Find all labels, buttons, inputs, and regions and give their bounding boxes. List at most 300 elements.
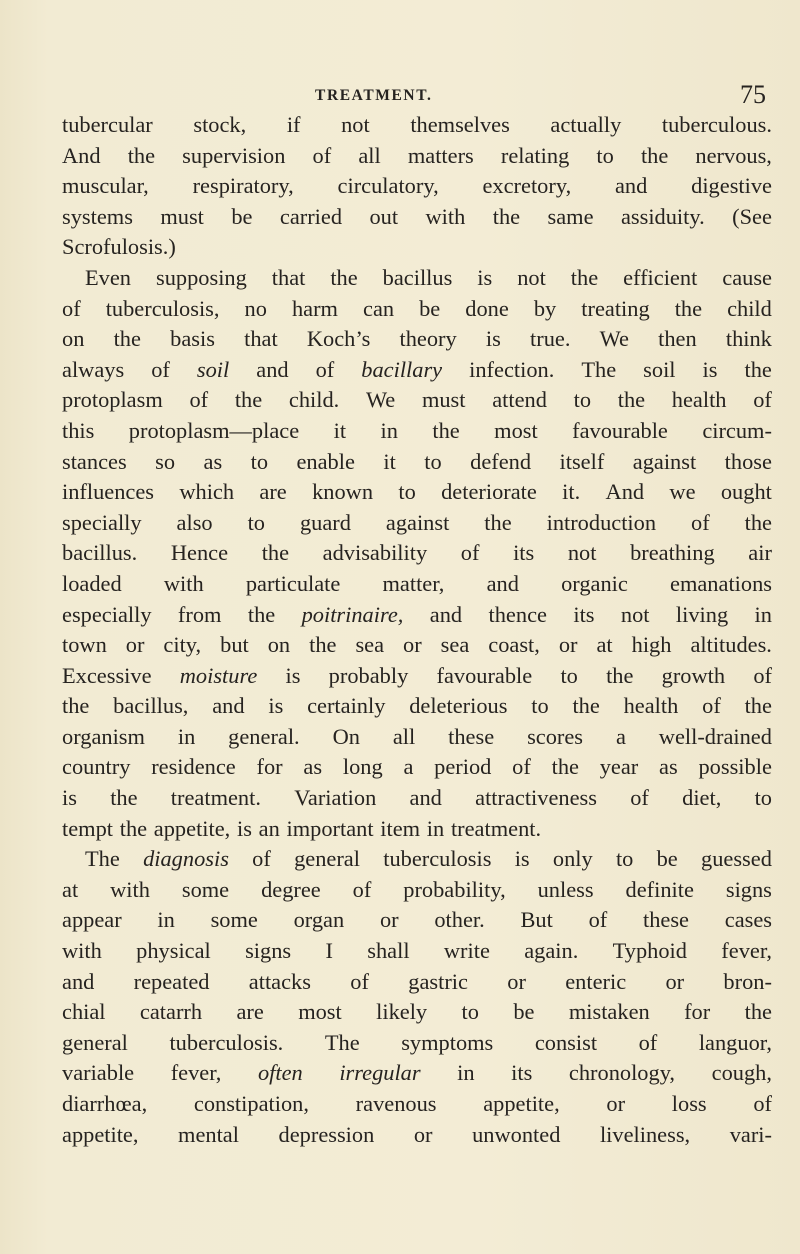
word: general: [62, 1029, 128, 1055]
word: must: [160, 203, 204, 229]
text-line: [62, 569, 772, 600]
word: is: [62, 785, 77, 811]
word: same: [547, 203, 594, 229]
text-line: [62, 477, 772, 508]
word: or: [665, 968, 685, 994]
text-line: [62, 875, 772, 906]
word: the: [127, 142, 156, 168]
word: nervous,: [695, 142, 772, 168]
word: possible: [698, 754, 772, 780]
word: attractiveness: [475, 785, 597, 811]
word: if: [286, 112, 301, 137]
word: always: [62, 356, 125, 382]
text-line: [62, 600, 772, 631]
word: stock,: [193, 112, 247, 137]
word: with: [425, 203, 466, 229]
word: deleterious: [409, 693, 508, 719]
word: as: [303, 754, 323, 780]
word: on: [62, 326, 85, 352]
word: country: [62, 754, 131, 780]
word: matters: [407, 142, 474, 168]
word: stances: [62, 448, 127, 474]
word: a: [615, 723, 626, 749]
word: its: [513, 540, 535, 566]
word: is: [236, 815, 252, 841]
word: or: [606, 1091, 626, 1116]
word: which: [179, 479, 235, 505]
word: harm: [291, 295, 338, 321]
word: think: [725, 326, 772, 352]
word: bacillus,: [113, 693, 189, 719]
word: the: [570, 264, 599, 290]
word: thence: [488, 601, 547, 627]
text-line: [62, 752, 772, 783]
text-line: [62, 263, 772, 294]
word: of: [312, 142, 332, 168]
text-line: [62, 722, 772, 753]
word: sea: [440, 632, 470, 658]
word: only: [552, 846, 593, 872]
word: Hence: [170, 540, 229, 566]
word: are: [236, 999, 264, 1025]
word: again.: [524, 938, 579, 964]
word: of: [691, 509, 710, 535]
word: is: [485, 326, 501, 352]
word: tuberculosis,: [105, 295, 220, 321]
text-line: [62, 171, 772, 202]
word: those: [724, 448, 772, 474]
text-line: [62, 844, 772, 875]
word: the: [492, 203, 521, 229]
word: write: [443, 938, 490, 964]
word: we: [669, 479, 696, 505]
word: fever,: [721, 938, 772, 964]
word: mental: [178, 1121, 239, 1147]
word: altitudes.: [690, 632, 772, 658]
word: theory: [399, 326, 457, 352]
word: unless: [537, 876, 594, 902]
text-line: [62, 997, 772, 1028]
word: to: [531, 693, 549, 719]
word: and: [429, 601, 463, 627]
word: Scrofulosis.): [62, 234, 176, 260]
word: general: [294, 846, 360, 872]
word: bacillus.: [62, 540, 138, 566]
text-line: [62, 447, 772, 478]
word: town: [62, 632, 107, 658]
word: and: [256, 356, 289, 382]
word: excretory,: [482, 173, 572, 199]
word: scores: [527, 723, 584, 749]
word: residence: [151, 754, 236, 780]
word: at: [62, 876, 79, 902]
word: infection.: [469, 356, 555, 382]
text-line: [62, 905, 772, 936]
word: living: [675, 601, 729, 627]
word: respiratory,: [192, 173, 294, 199]
text-line: [62, 661, 772, 692]
text-line: [62, 630, 772, 661]
word: as: [659, 754, 678, 780]
word: bacillary: [361, 356, 443, 382]
word: tempt: [62, 815, 113, 841]
word: variable: [62, 1060, 135, 1086]
word: We: [365, 387, 396, 413]
text-line: [62, 538, 772, 569]
word: or: [379, 907, 399, 933]
word: physical: [136, 938, 211, 964]
word: with: [163, 570, 204, 596]
word: protoplasm—place: [128, 417, 300, 443]
word: be: [656, 846, 678, 872]
word: And: [605, 479, 645, 505]
word: item: [380, 815, 421, 841]
word: the: [261, 540, 290, 566]
word: other.: [434, 907, 485, 933]
word: of: [252, 846, 271, 872]
word: mistaken: [568, 999, 650, 1025]
word: Excessive: [62, 662, 152, 688]
word: of: [460, 540, 480, 566]
word: languor,: [698, 1029, 772, 1055]
word: We: [599, 326, 629, 352]
word: with: [110, 876, 150, 902]
word: diet,: [682, 785, 722, 811]
word: basis: [170, 326, 215, 352]
word: diagnosis: [143, 846, 229, 872]
word: city,: [163, 632, 202, 658]
word: actually: [550, 112, 622, 137]
text-line: [62, 1058, 772, 1089]
word: be: [513, 999, 535, 1025]
word: The: [324, 1029, 360, 1055]
word: relating: [500, 142, 570, 168]
word: ravenous: [355, 1091, 437, 1116]
word: not: [567, 540, 597, 566]
word: emanations: [670, 570, 772, 596]
word: or: [125, 632, 145, 658]
word: I: [325, 938, 333, 964]
word: to: [754, 785, 772, 811]
word: tuberculous.: [661, 112, 772, 137]
word: to: [398, 479, 416, 505]
word: liveliness,: [599, 1121, 691, 1147]
word: in: [157, 907, 175, 933]
word: carried: [279, 203, 343, 229]
word: treating: [581, 295, 650, 321]
word: guessed: [701, 846, 772, 872]
word: air: [748, 540, 772, 566]
word: from: [177, 601, 222, 627]
word: to: [560, 662, 578, 688]
word: moisture: [179, 662, 258, 688]
word: catarrh: [139, 999, 203, 1025]
word: long: [342, 754, 383, 780]
word: the: [640, 142, 669, 168]
word: enteric: [565, 968, 627, 994]
text-line: [62, 1089, 772, 1120]
word: must: [421, 387, 466, 413]
word: the: [309, 632, 337, 658]
word: of: [753, 387, 772, 413]
word: some: [181, 876, 230, 902]
word: in: [426, 815, 445, 841]
page-number: 75: [740, 80, 766, 109]
word: of: [753, 1091, 772, 1116]
word: of: [753, 662, 772, 688]
word: done: [465, 295, 509, 321]
word: shall: [367, 938, 410, 964]
word: appetite,: [153, 815, 231, 841]
word: to: [573, 387, 592, 413]
word: is: [477, 264, 493, 290]
word: these: [642, 907, 689, 933]
word: attacks: [248, 968, 311, 994]
word: all: [392, 723, 416, 749]
word: also: [176, 509, 213, 535]
text-line: [62, 967, 772, 998]
word: to: [424, 448, 442, 474]
word: against: [385, 509, 450, 535]
word: The: [85, 846, 120, 872]
word: appear: [62, 907, 122, 933]
word: organism: [62, 723, 145, 749]
word: coast,: [488, 632, 540, 658]
word: especially: [62, 601, 152, 627]
word: period: [434, 754, 492, 780]
word: child: [727, 295, 772, 321]
word: then: [658, 326, 697, 352]
word: cases: [724, 907, 772, 933]
word: supposing: [155, 264, 247, 290]
word: the: [744, 509, 772, 535]
word: year: [599, 754, 639, 780]
word: muscular,: [62, 173, 149, 199]
word: Koch’s: [306, 326, 371, 352]
word: the: [744, 693, 772, 719]
word: treatment.: [450, 815, 542, 841]
word: important: [286, 815, 374, 841]
word: chial: [62, 999, 106, 1025]
word: On: [332, 723, 360, 749]
word: bron-: [723, 968, 772, 994]
word: for: [684, 999, 711, 1025]
text-line: [62, 294, 772, 325]
word: favourable: [436, 662, 533, 688]
word: of: [588, 907, 608, 933]
text-line: [62, 1120, 772, 1151]
word: favourable: [572, 417, 668, 443]
word: well-drained: [658, 723, 772, 749]
text-line: [62, 691, 772, 722]
word: unwonted: [472, 1121, 561, 1147]
word: can: [363, 295, 395, 321]
word: is: [514, 846, 530, 872]
word: health: [623, 693, 679, 719]
word: signs: [245, 938, 292, 964]
word: loaded: [62, 570, 122, 596]
word: that: [271, 264, 306, 290]
word: systems: [62, 203, 133, 229]
word: in: [380, 417, 398, 443]
word: cause: [722, 264, 772, 290]
word: itself: [559, 448, 605, 474]
word: symptoms: [401, 1029, 494, 1055]
word: the: [606, 662, 634, 688]
word: Typhoid: [612, 938, 687, 964]
word: bacillus: [382, 264, 453, 290]
word: or: [403, 632, 422, 658]
word: (See: [732, 203, 772, 229]
word: chronology,: [568, 1060, 676, 1086]
word: and: [62, 968, 95, 994]
word: defend: [470, 448, 532, 474]
word: all: [358, 142, 381, 168]
word: the: [110, 785, 138, 811]
text-line: [62, 783, 772, 814]
word: its: [573, 601, 595, 627]
word: no: [244, 295, 267, 321]
word: probably: [328, 662, 409, 688]
body-text: [62, 110, 772, 1150]
word: advisability: [322, 540, 428, 566]
word: the: [62, 693, 90, 719]
word: of: [151, 356, 170, 382]
word: the: [674, 295, 703, 321]
word: to: [596, 142, 614, 168]
word: of: [352, 876, 372, 902]
text-line: [62, 416, 772, 447]
word: to: [247, 509, 265, 535]
word: high: [631, 632, 672, 658]
word: irregular: [339, 1060, 421, 1086]
word: tuberculosis: [383, 846, 492, 872]
word: of: [350, 968, 369, 994]
word: probability,: [403, 876, 506, 902]
word: the: [330, 264, 358, 290]
word: are: [259, 479, 287, 505]
word: constipation,: [193, 1091, 309, 1116]
word: in: [177, 723, 196, 749]
word: so: [155, 448, 176, 474]
word: consist: [534, 1029, 598, 1055]
word: of: [702, 693, 721, 719]
word: Even: [85, 264, 132, 290]
word: gastric: [408, 968, 468, 994]
word: breathing: [630, 540, 715, 566]
word: health: [671, 387, 727, 413]
word: the: [744, 356, 772, 382]
word: or: [413, 1121, 433, 1147]
word: not: [341, 112, 370, 137]
word: and: [486, 570, 519, 596]
word: to: [615, 846, 634, 872]
word: often: [257, 1060, 303, 1086]
word: assiduity.: [620, 203, 705, 229]
word: a: [403, 754, 414, 780]
word: known: [312, 479, 374, 505]
word: and: [212, 693, 245, 719]
word: but: [220, 632, 249, 658]
word: cough,: [711, 1060, 772, 1086]
word: likely: [376, 999, 428, 1025]
word: diarrhœa,: [62, 1091, 148, 1116]
word: that: [244, 326, 278, 352]
word: appetite,: [483, 1091, 560, 1116]
word: it: [333, 417, 347, 443]
word: of: [512, 754, 531, 780]
word: deteriorate: [441, 479, 537, 505]
word: on: [267, 632, 291, 658]
word: the: [247, 601, 276, 627]
word: with: [62, 938, 102, 964]
word: specially: [62, 509, 142, 535]
text-line: [62, 385, 772, 416]
word: is: [285, 662, 301, 688]
word: But: [520, 907, 553, 933]
word: guard: [299, 509, 351, 535]
word: tubercular: [62, 112, 153, 137]
word: attend: [492, 387, 547, 413]
text-line: [62, 110, 772, 141]
word: supervision: [182, 142, 286, 168]
word: organic: [561, 570, 628, 596]
word: and: [409, 785, 442, 811]
word: of: [189, 387, 209, 413]
word: organ: [293, 907, 345, 933]
word: not: [517, 264, 546, 290]
word: digestive: [691, 173, 772, 199]
word: most: [494, 417, 538, 443]
word: ought: [720, 479, 772, 505]
word: it.: [562, 479, 581, 505]
word: these: [448, 723, 495, 749]
word: treatment.: [170, 785, 261, 811]
word: soil: [196, 356, 230, 382]
word: be: [419, 295, 441, 321]
word: soil: [643, 356, 676, 382]
word: the: [572, 693, 600, 719]
text-line: [62, 936, 772, 967]
word: vari-: [729, 1121, 772, 1147]
text-line: [62, 814, 772, 845]
word: of: [638, 1029, 658, 1055]
word: repeated: [133, 968, 210, 994]
word: in: [457, 1060, 475, 1086]
text-line: [62, 202, 772, 233]
word: this: [62, 417, 95, 443]
text-line: [62, 1028, 772, 1059]
word: particulate: [245, 570, 341, 596]
word: the: [234, 387, 263, 413]
word: the: [617, 387, 646, 413]
word: of: [630, 785, 649, 811]
word: Variation: [294, 785, 377, 811]
word: and: [614, 173, 648, 199]
text-line: [62, 324, 772, 355]
word: of: [315, 356, 335, 382]
word: poitrinaire,: [301, 601, 404, 627]
word: themselves: [410, 112, 510, 137]
word: child.: [288, 387, 340, 413]
word: influences: [62, 479, 155, 505]
word: tuberculosis.: [169, 1029, 284, 1055]
word: efficient: [623, 264, 698, 290]
word: appetite,: [62, 1121, 139, 1147]
word: matter,: [382, 570, 445, 596]
word: in: [754, 601, 772, 627]
word: as: [203, 448, 223, 474]
